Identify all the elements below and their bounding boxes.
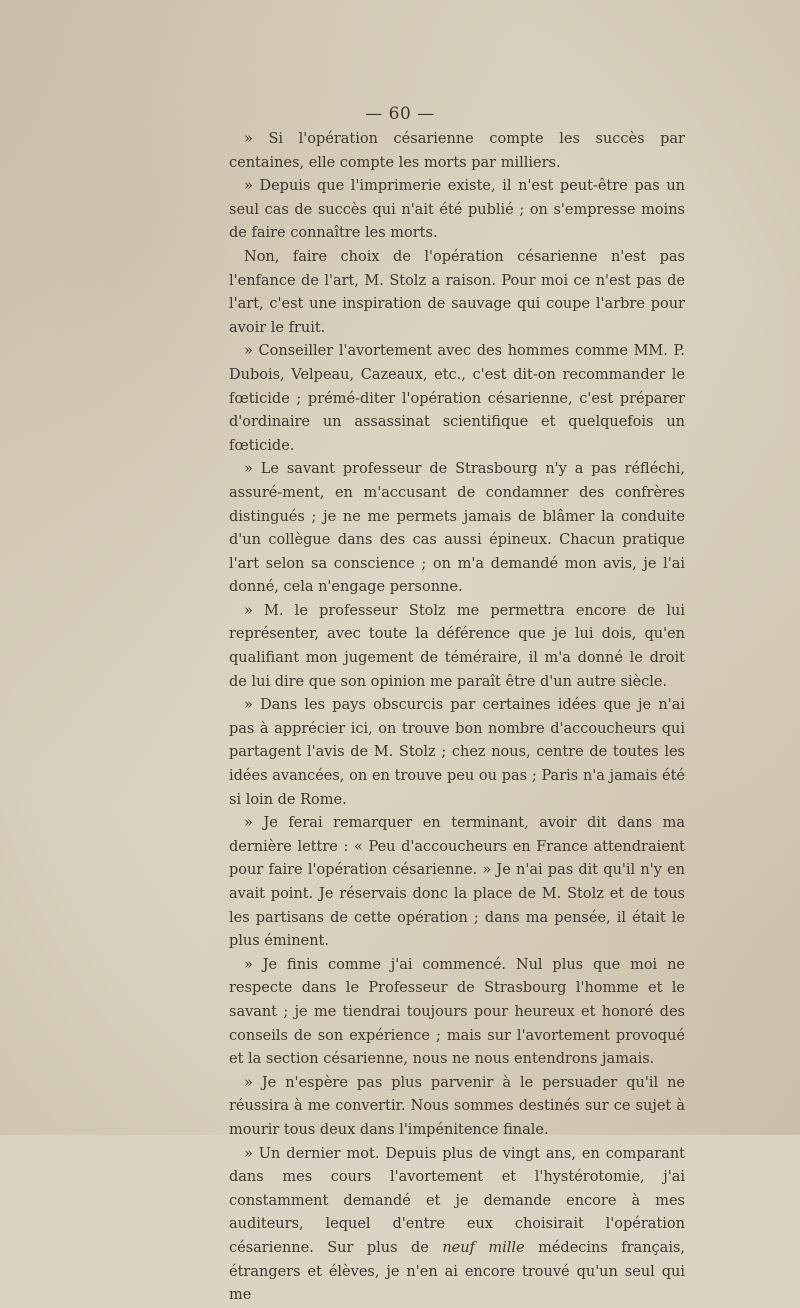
paragraph-1: » Si l'opération césarienne compte les succès par centaines, elle compte les morts par milliers. bbox=[229, 131, 685, 171]
paragraph-10: » Je n'espère pas plus parvenir à le persuader qu'il ne réussira à me convertir. Nous sommes destinés sur ce sujet à mourir tous deux dans l'impénitence finale. bbox=[229, 1074, 685, 1138]
paragraph-11 bbox=[229, 1143, 685, 1308]
paragraph-9: » Je finis comme j'ai commencé. Nul plus que moi ne respecte dans le Professeur de Strasbourg l'homme et le savant ; je me tiendrai toujours pour heureux et honoré des conseils de son expérience ; mais sur l'avortement provoqué et la section césarienne, nous ne nous entendrons jamais. bbox=[229, 956, 685, 1068]
emphasized-number: neuf mille bbox=[442, 1239, 525, 1256]
paragraph-11-start: » Un dernier mot. Depuis plus de vingt ans, en comparant dans mes cours l'avortement et l'hystérotomie, j'ai constamment demandé et je demande encore à mes auditeurs, lequel d'entre eux choisirait l'opération césarienne. Sur plus de bbox=[229, 1145, 685, 1256]
paragraph-2: » Depuis que l'imprimerie existe, il n'est peut-être pas un seul cas de succès qui n'ait été publié ; on s'empresse moins de faire connaître les morts. bbox=[229, 178, 685, 242]
body-text bbox=[229, 128, 685, 1308]
paragraph-3: Non, faire choix de l'opération césarienne n'est pas l'enfance de l'art, M. Stolz a raison. Pour moi ce n'est pas de l'art, c'est une inspiration de sauvage qui coupe l'arbre pour avoir le fruit. bbox=[229, 248, 685, 336]
paragraph-4: » Conseiller l'avortement avec des hommes comme MM. P. Dubois, Velpeau, Cazeaux, etc., c'est dit-on recommander le fœticide ; prémé-diter l'opération césarienne, c'est préparer d'ordinaire un assassinat scientifique et quelquefois un fœticide. bbox=[229, 343, 685, 454]
page-number: — 60 — bbox=[365, 104, 435, 124]
paragraph-5: » Le savant professeur de Strasbourg n'y a pas réfléchi, assuré-ment, en m'accusant de condamner des confrères distingués ; je ne me permets jamais de blâmer la conduite d'un collègue dans des cas aussi épineux. Chacun pratique l'art selon sa conscience ; on m'a demandé mon avis, je l'ai donné, cela n'engage personne. bbox=[229, 461, 685, 596]
paragraph-7: » Dans les pays obscurcis par certaines idées que je n'ai pas à apprécier ici, on trouve bon nombre d'accoucheurs qui partagent l'avis de M. Stolz ; chez nous, centre de toutes les idées avancées, on en trouve peu ou pas ; Paris n'a jamais été si loin de Rome. bbox=[229, 697, 685, 808]
paragraph-6: » M. le professeur Stolz me permettra encore de lui représenter, avec toute la déférence que je lui dois, qu'en qualifiant mon jugement de téméraire, il m'a donné le droit de lui dire que son opinion me paraît être d'un autre siècle. bbox=[229, 602, 685, 690]
paragraph-8: » Je ferai remarquer en terminant, avoir dit dans ma dernière lettre : « Peu d'accoucheurs en France attendraient pour faire l'opération césarienne. » Je n'ai pas dit qu'il n'y en avait point. Je réservais donc la place de M. Stolz et de tous les partisans de cette opération ; dans ma pensée, il était le plus éminent. bbox=[229, 815, 685, 950]
paragraph-11-end: médecins français, étrangers et élèves, je n'en ai encore trouvé qu'un seul qui me bbox=[229, 1239, 686, 1304]
